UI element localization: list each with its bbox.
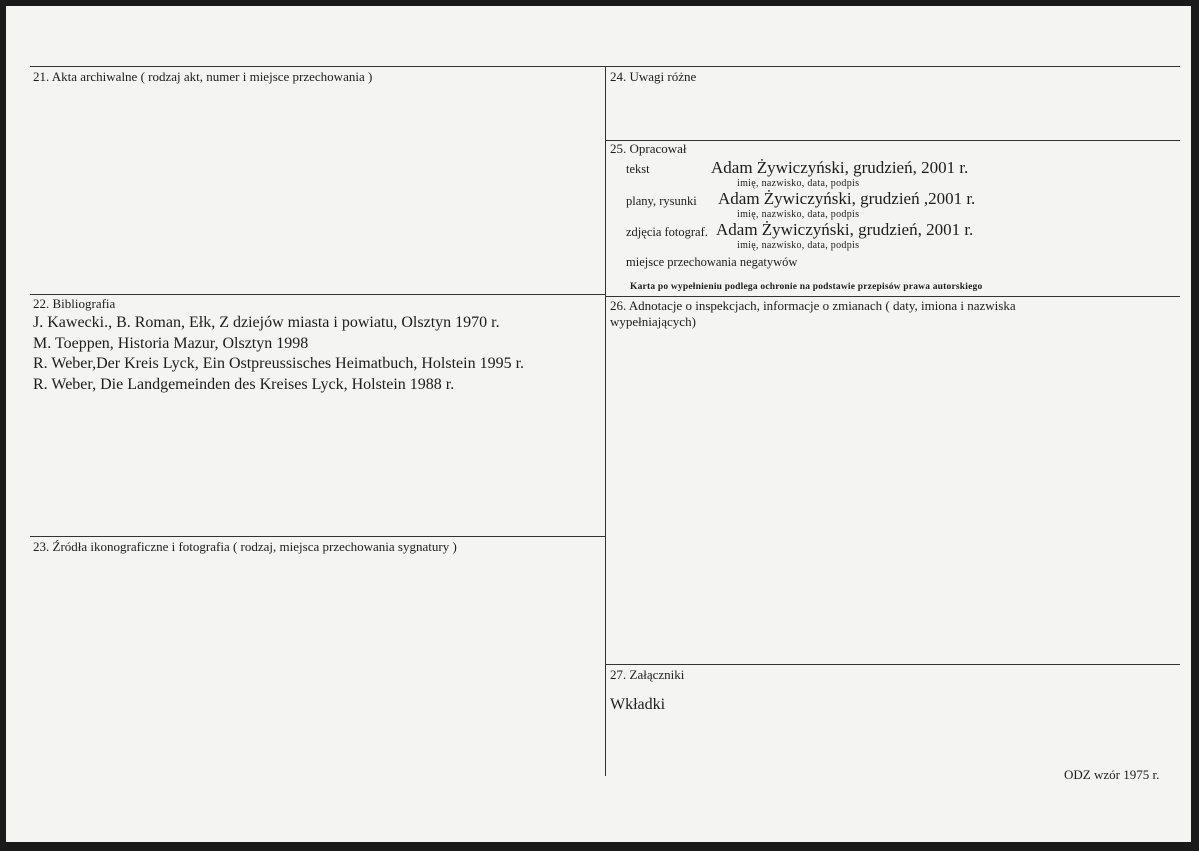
rule-top-left (30, 66, 605, 67)
bibliography-entry: R. Weber, Die Landgemeinden des Kreises Lyck, Holstein 1988 r. (33, 375, 455, 393)
section-22-label: 22. Bibliografia (33, 296, 116, 311)
bibliography-entry: M. Toeppen, Historia Mazur, Olsztyn 1998 (33, 334, 309, 352)
section-26-label-cont: wypełniających) (610, 314, 696, 329)
form-template-id: ODZ wzór 1975 r. (1064, 767, 1160, 782)
author-role-plans: plany, rysunki (626, 194, 697, 208)
rule-21-22 (30, 294, 605, 295)
section-21-label: 21. Akta archiwalne ( rodzaj akt, numer i miejsce przechowania ) (33, 69, 373, 84)
author-role-text: tekst (626, 162, 650, 176)
section-24-label: 24. Uwagi różne (610, 69, 697, 84)
author-role-photos: zdjęcia fotograf. (626, 225, 708, 239)
signature-caption: imię, nazwisko, data, podpis (737, 178, 860, 189)
record-card-sheet (6, 6, 1191, 842)
rule-26-27 (606, 664, 1180, 665)
rule-22-23 (30, 536, 605, 537)
section-23-label: 23. Źródła ikonograficzne i fotografia ( rodzaj, miejsca przechowania sygnatury ) (33, 539, 457, 554)
rule-top-right (606, 66, 1180, 67)
author-value-plans: Adam Żywiczyński, grudzień ,2001 r. (718, 189, 976, 208)
bibliography-entry: R. Weber,Der Kreis Lyck, Ein Ostpreussisches Heimatbuch, Holstein 1995 r. (33, 355, 525, 372)
copyright-note: Karta po wypełnieniu podlega ochronie na podstawie przepisów prawa autorskiego (630, 282, 983, 292)
rule-24-25 (606, 140, 1180, 141)
attachments-value: Wkładki (610, 696, 666, 713)
bibliography-entry: J. Kawecki., B. Roman, Ełk, Z dziejów miasta i powiatu, Olsztyn 1970 r. (33, 314, 500, 331)
author-value-text: Adam Żywiczyński, grudzień, 2001 r. (711, 158, 969, 177)
rule-25-26 (606, 296, 1180, 297)
section-25-label: 25. Opracował (610, 141, 687, 156)
signature-caption: imię, nazwisko, data, podpis (737, 209, 860, 220)
section-26-label: 26. Adnotacje o inspekcjach, informacje o zmianach ( daty, imiona i nazwiska (610, 298, 1016, 313)
negatives-storage-label: miejsce przechowania negatywów (626, 255, 798, 269)
section-27-label: 27. Załączniki (610, 667, 685, 682)
signature-caption: imię, nazwisko, data, podpis (737, 240, 860, 251)
column-divider (605, 66, 606, 776)
author-value-photos: Adam Żywiczyński, grudzień, 2001 r. (716, 220, 974, 239)
